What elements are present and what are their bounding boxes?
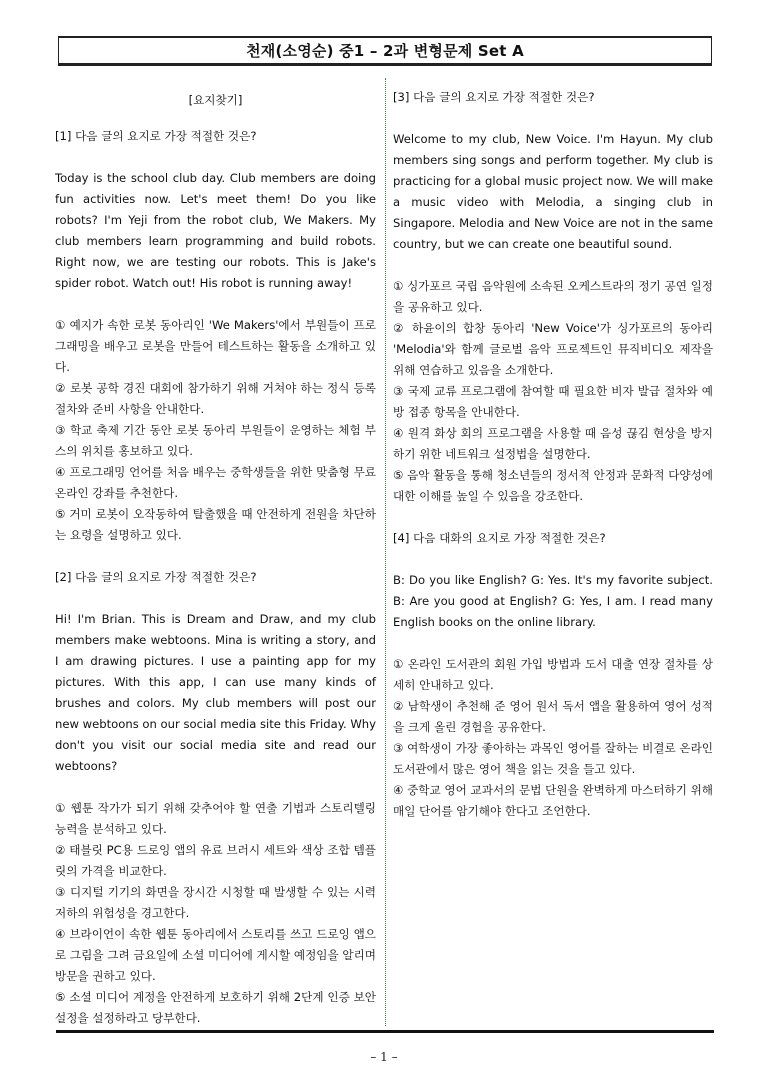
question-2-passage: Hi! I'm Brian. This is Dream and Draw, and my club members make webtoons. Mina is writing a story, and I am drawing pictures. I use a painting app for my pictures. With this app, I can use many kinds of brushes and colors. My club members will post our new webtoons on our social media site this Friday. Why don't you visit our social media site and read our webtoons? [55,612,376,773]
question-2-option-2: ② 태블릿 PC용 드로잉 앱의 유료 브러시 세트와 색상 조합 템플릿의 가격을 비교한다. [55,843,376,878]
question-1-option-4: ④ 프로그래밍 언어를 처음 배우는 중학생들을 위한 맞춤형 무료 온라인 강좌를 추천한다. [55,465,376,500]
footer-rule [56,1030,714,1033]
right-column [393,87,713,843]
question-1-option-1: ① 예지가 속한 로봇 동아리인 'We Makers'에서 부원들이 프로그래밍을 배우고 로봇을 만들어 테스트하는 활동을 소개하고 있다. [55,318,376,374]
question-1-passage: Today is the school club day. Club members are doing fun activities now. Let's meet them! Do you like robots? I'm Yeji from the robot club, We Makers. My club members learn programming and build robots. Right now, we are testing our robots. This is Jake's spider robot. Watch out! His robot is running away! [55,171,376,290]
column-divider [385,78,386,1026]
left-column [55,87,376,1050]
question-1-option-3: ③ 학교 축제 기간 동안 로봇 동아리 부원들이 운영하는 체험 부스의 위치를 홍보하고 있다. [55,423,376,458]
question-2-option-4: ④ 브라이언이 속한 웹툰 동아리에서 스토리를 쓰고 드로잉 앱으로 그림을 그려 금요일에 소셜 미디어에 게시할 예정임을 알리며 방문을 권하고 있다. [55,927,376,983]
question-4-options [393,654,713,822]
question-3-passage: Welcome to my club, New Voice. I'm Hayun. My club members sing songs and perform together. My club is practicing for a global music project now. We will make a music video with Melodia, a singing club in Singapore. Melodia and New Voice are not in the same country, but we can create one beautiful sound. [393,132,713,251]
page-title: 천재(소영순) 중1 – 2과 변형문제 Set A [58,36,712,66]
question-4-option-3: ③ 여학생이 가장 좋아하는 과목인 영어를 잘하는 비결로 온라인 도서관에서 많은 영어 책을 읽는 것을 들고 있다. [393,741,713,776]
question-1-prompt: [1] 다음 글의 요지로 가장 적절한 것은? [55,129,257,143]
question-2-prompt: [2] 다음 글의 요지로 가장 적절한 것은? [55,570,257,584]
question-2-option-3: ③ 디지털 기기의 화면을 장시간 시청할 때 발생할 수 있는 시력 저하의 위험성을 경고한다. [55,885,376,920]
question-3-option-4: ④ 원격 화상 회의 프로그램을 사용할 때 음성 끊김 현상을 방지하기 위한 네트워크 설정법을 설명한다. [393,426,713,461]
question-1-option-2: ② 로봇 공학 경진 대회에 참가하기 위해 거쳐야 하는 정식 등록 절차와 준비 사항을 안내한다. [55,381,376,416]
question-4-option-1: ① 온라인 도서관의 회원 가입 방법과 도서 대출 연장 절차를 상세히 안내하고 있다. [393,657,713,692]
question-4-prompt: [4] 다음 대화의 요지로 가장 적절한 것은? [393,531,606,545]
question-3-prompt: [3] 다음 글의 요지로 가장 적절한 것은? [393,90,595,104]
question-4-passage: B: Do you like English? G: Yes. It's my favorite subject. B: Are you good at English? G: Yes, I am. I read many English books on the online library. [393,573,713,629]
question-4-option-2: ② 남학생이 추천해 준 영어 원서 독서 앱을 활용하여 영어 성적을 크게 올린 경험을 공유한다. [393,699,713,734]
question-3-options [393,276,713,507]
question-2-option-5: ⑤ 소셜 미디어 계정을 안전하게 보호하기 위해 2단계 인증 보안 설정을 설정하라고 당부한다. [55,990,376,1025]
question-4-option-4: ④ 중학교 영어 교과서의 문법 단원을 완벽하게 마스터하기 위해 매일 단어를 암기해야 한다고 조언한다. [393,783,713,818]
question-3-option-1: ① 싱가포르 국립 음악원에 소속된 오케스트라의 정기 공연 일정을 공유하고 있다. [393,279,713,314]
question-1-option-5: ⑤ 거미 로봇이 오작동하여 탈출했을 때 안전하게 전원을 차단하는 요령을 설명하고 있다. [55,507,376,542]
page-number: – 1 – [370,1050,398,1064]
question-3-option-2: ② 하윤이의 합창 동아리 'New Voice'가 싱가포르의 동아리 'Melodia'와 함께 글로벌 음악 프로젝트인 뮤직비디오 제작을 위해 연습하고 있음을 소개한다. [393,321,713,377]
question-1-options [55,315,376,546]
question-3-option-5: ⑤ 음악 활동을 통해 청소년들의 정서적 안정과 문화적 다양성에 대한 이해를 높일 수 있음을 강조한다. [393,468,713,503]
question-2-options [55,798,376,1029]
question-2-option-1: ① 웹툰 작가가 되기 위해 갖추어야 할 연출 기법과 스토리텔링 능력을 분석하고 있다. [55,801,376,836]
question-3-option-3: ③ 국제 교류 프로그램에 참여할 때 필요한 비자 발급 절차와 예방 접종 항목을 안내한다. [393,384,713,419]
section-title: [요지찾기] [188,93,243,107]
